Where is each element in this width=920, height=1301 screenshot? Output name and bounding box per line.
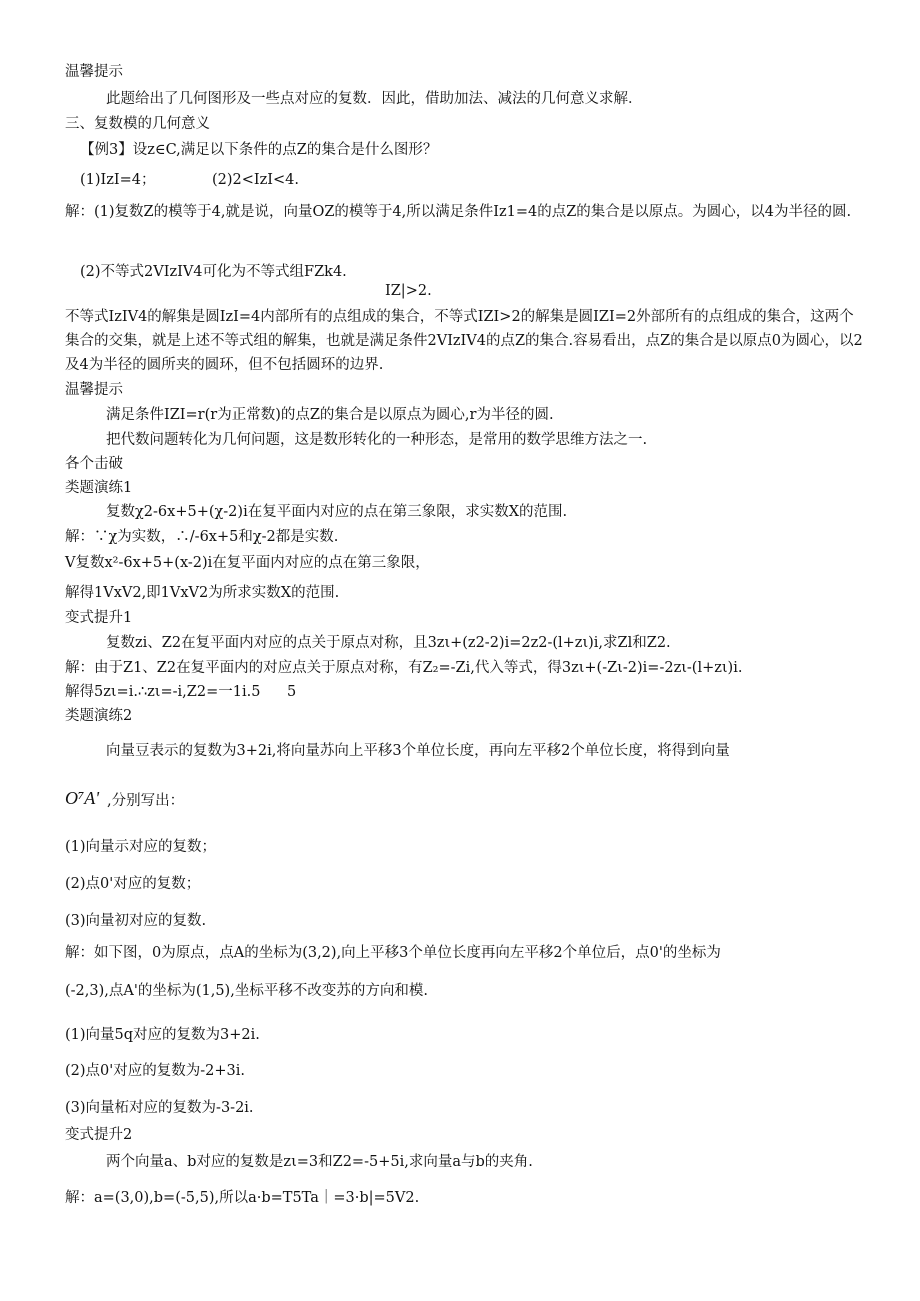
tip-text: 此题给出了几何图形及一些点对应的复数．因此，借助加法、减法的几何意义求解． [106,91,643,107]
exercise-2-ans-1: (1)向量5q对应的复数为3+2i. [65,1027,260,1043]
example-3-title: 【例3】设z∈C,满足以下条件的点Z的集合是什么图形？ [80,142,438,158]
exercise-2-q2: (2)点0'对应的复数； [65,876,201,892]
variation-1-text: 复数zi、Z2在复平面内对应的点关于原点对称，且3zι+(z2-2)i=2z2-(l+zι)i,求Zl和Z2. [106,635,671,651]
variation-1-sol-2b: 5 [287,684,297,700]
variation-1-sol-2: 解得5zι=i.∴zι=-i,Z2=一1i.5 [65,684,261,700]
tip-text-2a: 满足条件IZI=r(r为正常数)的点Z的集合是以原点为圆心,r为半径的圆. [106,407,554,423]
exercise-1-title: 类题演练1 [65,480,133,496]
exercise-1-sol-1: 解：∵χ为实数，∴/-6x+5和χ-2都是实数. [65,529,339,545]
exercise-1-sol-2: V复数x²-6x+5+(x-2)i在复平面内对应的点在第三象限， [65,555,430,571]
vector-label: O⁷A' [65,788,100,808]
exercise-1-text: 复数χ2-6x+5+(χ-2)i在复平面内对应的点在第三象限，求实数X的范围. [106,504,568,520]
solution-paragraph: 不等式IzIV4的解集是圆IzI=4内部所有的点组成的集合，不等式IZI>2的解集是圆IZI=2外部所有的点组成的集合，这两个集合的交集，就是上述不等式组的解集，也就是满足条件2VIzIV4的点Z的集合.容易看出，点Z的集合是以原点0为圆心，以2及4为半径的圆所夹的圆环，但不包括圆环的边界. [65,309,863,373]
exercise-2-title: 类题演练2 [65,708,133,724]
tip-text-2b: 把代数问题转化为几何问题，这是数形转化的一种形态，是常用的数学思维方法之一. [106,432,648,448]
exercise-2-ans-2: (2)点0'对应的复数为-2+3i. [65,1063,245,1079]
exercise-2-text-b: ,分别写出： [107,793,185,809]
variation-2-text: 两个向量a、b对应的复数是zι=3和Z2=-5+5i,求向量a与b的夹角. [106,1154,533,1170]
exercise-2-q3: (3)向量初对应的复数. [65,913,207,929]
variation-2-title: 变式提升2 [65,1127,133,1143]
exercise-2-sol-2: (-2,3),点A'的坐标为(1,5),坐标平移不改变苏的方向和模. [65,983,428,999]
example-3-part-1: (1)IzI=4； [80,172,156,188]
exercise-2-text: 向量豆表示的复数为3+2i,将向量苏向上平移3个单位长度，再向左平移2个单位长度，将得到向量 [106,743,730,759]
exercise-2-ans-3: (3)向量柘对应的复数为-3-2i. [65,1100,254,1116]
exercise-1-sol-3: 解得1VxV2,即1VxV2为所求实数X的范围. [65,585,340,601]
variation-2-sol: 解：a=(3,0),b=(-5,5),所以a·b=T5Ta｜=3·b|=5V2. [65,1190,420,1206]
inequality-line: IZ|>2. [385,283,432,299]
section-heading-2: 各个击破 [65,456,123,472]
variation-1-title: 变式提升1 [65,610,133,626]
solution-part-2: (2)不等式2VIzIV4可化为不等式组FZk4. [80,264,347,280]
tip-heading-2: 温馨提示 [65,382,123,398]
tip-heading: 温馨提示 [65,64,123,80]
exercise-2-sol-1: 解：如下图，0为原点，点A的坐标为(3,2),向上平移3个单位长度再向左平移2个单位后，点0'的坐标为 [65,945,721,961]
solution-part-1: 解：(1)复数Z的模等于4,就是说，向量OZ的模等于4,所以满足条件Iz1=4的点Z的集合是以原点。为圆心，以4为半径的圆. [65,204,852,220]
exercise-2-q1: (1)向量示对应的复数； [65,839,217,855]
example-3-part-2: (2)2<IzI<4. [212,172,299,188]
section-heading: 三、复数模的几何意义 [65,116,210,132]
variation-1-sol-1: 解：由于Z1、Z2在复平面内的对应点关于原点对称，有Z₂=-Zi,代入等式，得3zι+(-Zι-2)i=-2zι-(l+zι)i. [65,660,743,676]
